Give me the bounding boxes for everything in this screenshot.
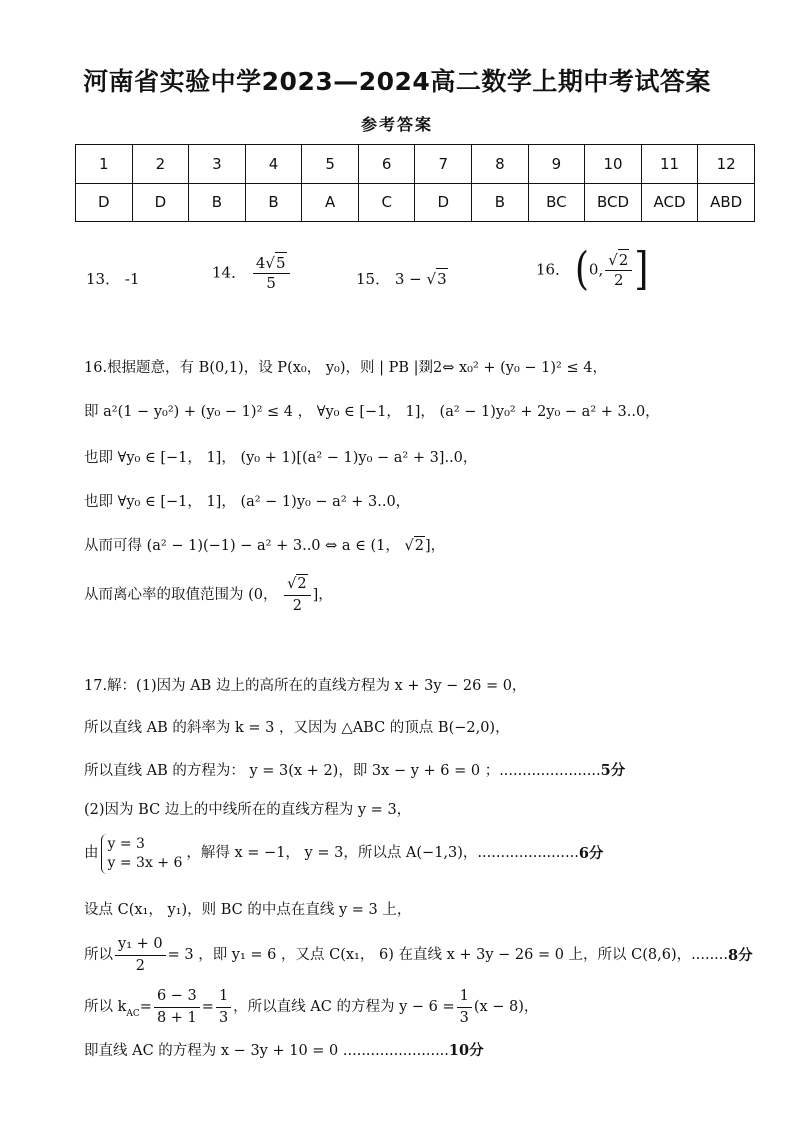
q13-label: 13．: [86, 270, 121, 288]
sqrt-symbol: √2: [287, 576, 307, 592]
sol17-line-7-text: = 3 ，即 y₁ = 6 ，又点 C(x₁， 6) 在直线 x + 3y − 26 = 0 上，所以 C(8,6)，: [167, 947, 692, 964]
q15-pre: 3 −: [394, 270, 427, 288]
q16-label: 16．: [536, 260, 571, 279]
fraction-denominator: 3: [218, 1010, 229, 1027]
score-mark: 5分: [600, 762, 626, 779]
fraction-numerator: 1: [216, 988, 231, 1008]
q14-label: 14．: [212, 263, 247, 282]
fraction-denominator: 3: [459, 1010, 469, 1027]
table-cell: 6: [358, 145, 415, 184]
sol17-line-3-text: 所以直线 AB 的方程为： y = 3(x + 2)，即 3x − y + 6 = 0 ；: [84, 763, 500, 779]
table-cell: ABD: [698, 183, 755, 222]
table-cell: D: [132, 183, 189, 222]
equals-sign: =: [139, 999, 152, 1016]
sol17-line-9-text: 即直线 AC 的方程为 x − 3y + 10 = 0 .: [84, 1043, 348, 1059]
sol16-line-5-rad: 2: [414, 538, 424, 554]
q16-fraction: [605, 250, 632, 289]
sol16-line-5: [84, 538, 445, 555]
slope-fraction: [154, 988, 200, 1028]
q13-value: -1: [124, 270, 140, 288]
table-cell: 4: [245, 145, 302, 184]
table-cell: 3: [189, 145, 246, 184]
q15-label: 15．: [356, 270, 391, 288]
q16-rad: 2: [618, 250, 629, 269]
sol17-line-8-text: ，所以直线 AC 的方程为 y − 6 =: [233, 999, 455, 1016]
table-cell: 10: [585, 145, 642, 184]
table-cell: D: [415, 183, 472, 222]
sol16-line-6-pre: 从而离心率的取值范围为 (0，: [84, 587, 283, 604]
score-mark: 10分: [448, 1042, 484, 1059]
sol17-line-5-pre: 由: [84, 845, 99, 862]
table-cell: D: [76, 183, 133, 222]
slope-value-fraction: [216, 988, 231, 1028]
sqrt-symbol: √3: [426, 270, 447, 288]
sol17-line-1: 17.解：(1)因为 AB 边上的高所在的直线方程为 x + 3y − 26 = 0，: [84, 678, 527, 694]
sol16-line-6-post: ]，: [312, 587, 333, 604]
sol17-line-7: [84, 936, 753, 976]
fraction-denominator: 8 + 1: [156, 1010, 197, 1027]
sol17-line-5: [84, 834, 603, 874]
dot-leader: ......................: [499, 763, 601, 779]
sol16-line-5-pre: 从而可得 (a² − 1)(−1) − a² + 3..0 ⇔ a ∈ (1，: [84, 538, 405, 554]
table-cell: B: [189, 183, 246, 222]
sqrt-symbol: √2: [404, 538, 424, 554]
sqrt-symbol: √5: [265, 254, 286, 272]
system-eq-1: y = 3: [107, 836, 145, 852]
sol16-line-6-fraction: [284, 576, 310, 616]
sol16-line-5-post: ]，: [424, 538, 446, 554]
line-coef-fraction: [457, 988, 472, 1028]
page-subtitle: 参考答案: [360, 115, 433, 134]
q14-answer: [212, 256, 292, 291]
table-cell: 5: [302, 145, 359, 184]
table-cell: B: [472, 183, 529, 222]
q14-den: 5: [266, 274, 276, 292]
table-cell: 12: [698, 145, 755, 184]
answer-table-number-row: [76, 145, 755, 184]
table-cell: 7: [415, 145, 472, 184]
fraction-numerator: 6 − 3: [154, 988, 200, 1008]
slope-subscript: AC: [126, 1008, 140, 1019]
fraction-denominator: 2: [135, 958, 145, 975]
sol16-line-3: 也即 ∀y₀ ∈ [−1， 1]， (y₀ + 1)[(a² − 1)y₀ − a² + 3]..0，: [84, 450, 478, 466]
table-cell: C: [358, 183, 415, 222]
system-eq-2: y = 3x + 6: [107, 854, 183, 871]
sol17-line-7-fraction: [115, 936, 166, 976]
q16-den: 2: [614, 270, 624, 289]
q13-answer: [86, 272, 140, 287]
q16-pre: 0,: [588, 260, 604, 279]
sol16-line-6-den: 2: [292, 598, 302, 615]
table-cell: BCD: [585, 183, 642, 222]
score-mark: 8分: [728, 947, 753, 965]
table-cell: 11: [641, 145, 698, 184]
table-cell: 8: [472, 145, 529, 184]
q14-fraction: [253, 256, 290, 291]
table-cell: A: [302, 183, 359, 222]
fraction-numerator: y₁ + 0: [115, 936, 166, 956]
dot-leader: ........: [691, 947, 729, 964]
sol17-line-2: 所以直线 AB 的斜率为 k = 3 ，又因为 △ABC 的顶点 B(−2,0)，: [84, 720, 510, 736]
sol17-line-8-pre: 所以 k: [84, 999, 127, 1016]
sol16-line-6-rad: 2: [297, 576, 307, 592]
q16-answer: [536, 243, 649, 295]
dot-leader: ......................: [477, 845, 579, 862]
answer-table-answer-row: [76, 183, 755, 222]
table-cell: 2: [132, 145, 189, 184]
sol16-line-4: 也即 ∀y₀ ∈ [−1， 1]， (a² − 1)y₀ − a² + 3..0，: [84, 494, 411, 510]
sol17-line-7-pre: 所以: [84, 947, 113, 964]
equation-system: [101, 834, 183, 874]
sol17-line-6: 设点 C(x₁， y₁)，则 BC 的中点在直线 y = 3 上，: [84, 902, 412, 918]
left-paren: (: [574, 243, 589, 295]
table-cell: BC: [528, 183, 585, 222]
dot-leader: ......................: [347, 1043, 449, 1059]
answer-table: [75, 144, 755, 222]
equals-sign: =: [201, 999, 214, 1016]
table-cell: ACD: [641, 183, 698, 222]
right-bracket: ]: [634, 243, 649, 295]
table-cell: 9: [528, 145, 585, 184]
sol17-line-3: [84, 762, 625, 780]
page-title: 河南省实验中学2023—2024高二数学上期中考试答案: [83, 67, 711, 96]
score-mark: 6分: [578, 845, 604, 863]
sol16-line-1: 16.根据题意，有 B(0,1)，设 P(x₀， y₀)，则 | PB |剟2⇔ x₀² + (y₀ − 1)² ≤ 4，: [84, 360, 607, 376]
q15-answer: [356, 272, 448, 287]
q14-num-coef: 4: [255, 254, 266, 272]
fraction-numerator: 1: [457, 988, 472, 1008]
table-cell: B: [245, 183, 302, 222]
sol17-line-4: (2)因为 BC 边上的中线所在的直线方程为 y = 3，: [84, 802, 412, 818]
table-cell: 1: [76, 145, 133, 184]
sol17-line-5-text: ，解得 x = −1， y = 3，所以点 A(−1,3)，: [186, 845, 478, 862]
sol16-line-2: 即 a²(1 − y₀²) + (y₀ − 1)² ≤ 4 ， ∀y₀ ∈ [−1， 1]， (a² − 1)y₀² + 2y₀ − a² + 3..0，: [84, 404, 660, 420]
sol16-line-6: [84, 576, 333, 616]
q14-num-rad: 5: [275, 254, 286, 272]
sol17-line-9: [84, 1042, 484, 1060]
sol17-line-8-post: (x − 8)，: [473, 999, 539, 1016]
sqrt-symbol: √2: [608, 250, 629, 269]
sol17-line-8: [84, 988, 538, 1028]
q15-rad: 3: [437, 270, 447, 288]
